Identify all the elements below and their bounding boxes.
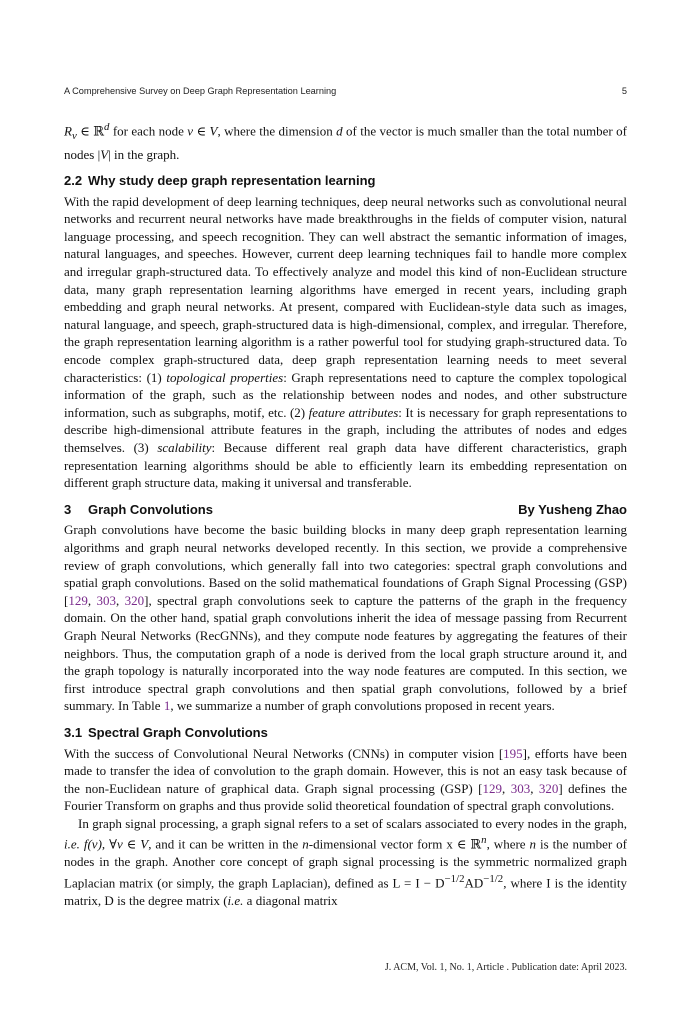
citation-link[interactable]: 320 [538,780,559,796]
page-body [64,119,627,910]
citation-link[interactable]: 195 [503,745,523,761]
citation-link[interactable]: 129 [482,780,503,796]
section-2-2-paragraph: With the rapid development of deep learning techniques, deep neural networks such as convolutional neural networks and recurrent neural networks have made breakthroughs in the fields of computer vision, natural language processing, and speech recognition. They can well abstract the semantic information of images, natural languages, and speeches. However, current deep learning techniques fail to handle more complex and irregular graph-structured data. To effectively analyze and model this kind of non-Euclidean structure data, many graph representation learning algorithms have emerged in recent years, including graph embedding and graph neural networks. At present, compared with Euclidean-style data such as images, natural language, and speech, graph-structured data is high-dimensional, complex, and irregular. Therefore, the graph representation learning algorithm is a rather powerful tool for studying graph-structured data. To encode complex graph-structured data, deep graph representation learning needs to meet several characteristics: (1) topological properties: Graph representations need to capture the complex topological information of the graph, such as the relationship between nodes and nodes, and other substructure information, such as subgraphs, motif, etc. (2) feature attributes: It is necessary for graph representations to describe high-dimensional attribute features in the graph, including the attributes of nodes and edges themselves. (3) scalability: Because different real graph data have different characteristics, graph representation learning algorithms should be able to efficiently learn its embedding representation on different graph structure data, making it universal and transferable. [64,193,628,491]
page-footer: J. ACM, Vol. 1, No. 1, Article . Publication date: April 2023. [384,962,627,973]
citation-link[interactable]: 129 [68,592,88,608]
citation-link[interactable]: 303 [96,592,116,608]
section-2-2-heading: 2.2 Why study deep graph representation learning [64,173,376,189]
section-3-1-paragraph-1: With the success of Convolutional Neural Networks (CNNs) in computer vision [195], efforts have been made to transfer the idea of convolution to the graph domain. However, this is not an easy task because of the non-Euclidean nature of graphical data. Graph signal processing (GSP) [129, 303, 320] defines the Fourier Transform on graphs and thus provide solid theoretical foundation of spectral graph convolutions. [64,745,627,814]
section-3-heading: 3 Graph Convolutions By Yusheng Zhao [64,501,627,517]
continuation-paragraph: $R_v$ ∈ ℝ$^d$ for each node v ∈ V, where the dimension d of the vector is much smaller than the total number of nodes |V| in the graph. [64,121,627,162]
citation-link[interactable]: 320 [124,592,145,608]
running-header [64,86,627,100]
page-number: 5 [621,86,627,96]
running-title: A Comprehensive Survey on Deep Graph Representation Learning [64,86,337,96]
table-reference-link[interactable]: 1 [163,698,171,714]
section-3-1-paragraph-2: In graph signal processing, a graph signal refers to a set of scalars associated to every nodes in the graph, i.e. f(v), ∀v ∈ V, and it can be written in the n-dimensional vector form x ∈ ℝ$^n$, where n is the number of nodes in the graph. Another core concept of graph signal processing is the symmetric normalized graph Laplacian matrix (or simply, the graph Laplacian), defined as $L = I - D^{-1/2}AD^{-1/2}$, where I is the identity matrix, D is the degree matrix (i.e. a diagonal matrix [64,815,628,908]
section-author: By Yusheng Zhao [518,501,627,517]
citation-link[interactable]: 303 [510,780,531,796]
section-3-1-heading: 3.1 Spectral Graph Convolutions [64,724,268,740]
section-3-paragraph: Graph convolutions have become the basic building blocks in many deep graph representation learning algorithms and graph neural networks developed recently. In this section, we provide a comprehensive review of graph convolutions, which generally fall into two categories: spectral graph convolutions and spatial graph convolutions. Based on the solid mathematical foundations of Graph Signal Processing (GSP)[129, 303, 320], spectral graph convolutions seek to capture the patterns of the graph in the frequency domain. On the other hand, spatial graph convolutions inherit the idea of message passing from Recurrent Graph Neural Networks (RecGNNs), and they compute node features by aggregating the features of their neighbors. Thus, the computation graph of a node is derived from the local graph structure around it, and the graph topology is naturally incorporated into the way node features are computed. In this section, we first introduce spectral graph convolutions and then spatial graph convolutions, followed by a brief summary. In Table 1, we summarize a number of graph convolutions proposed in recent years. [64,522,628,714]
